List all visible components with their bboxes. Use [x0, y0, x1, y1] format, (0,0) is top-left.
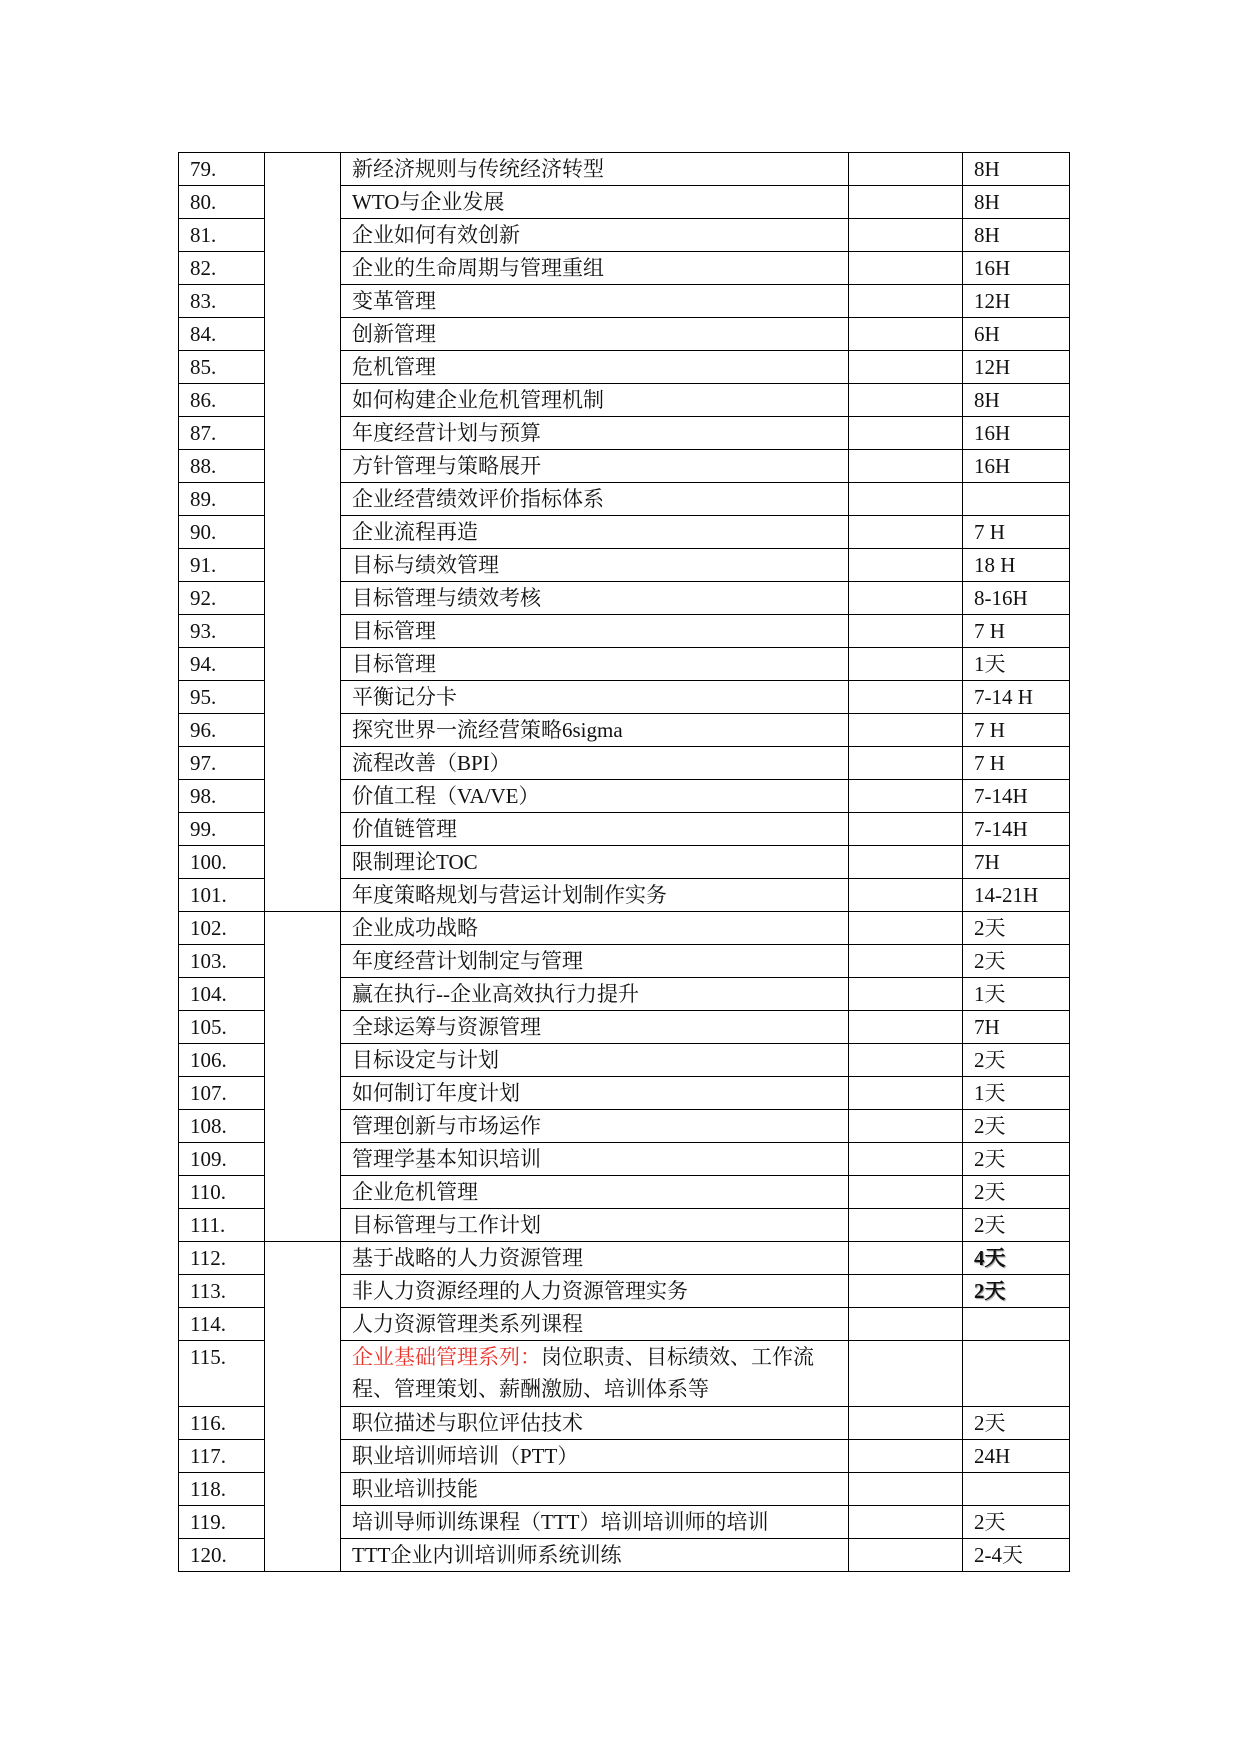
blank-cell: [849, 978, 963, 1011]
row-number: 110.: [179, 1176, 265, 1209]
row-number: 107.: [179, 1077, 265, 1110]
row-number: 87.: [179, 417, 265, 450]
row-number: 101.: [179, 879, 265, 912]
row-number: 95.: [179, 681, 265, 714]
row-number: 111.: [179, 1209, 265, 1242]
blank-cell: [849, 780, 963, 813]
course-title: 年度经营计划制定与管理: [341, 945, 849, 978]
row-number: 106.: [179, 1044, 265, 1077]
course-duration: 2天: [963, 912, 1070, 945]
course-title: 限制理论TOC: [341, 846, 849, 879]
course-duration: 7 H: [963, 516, 1070, 549]
course-title: 新经济规则与传统经济转型: [341, 153, 849, 186]
blank-cell: [849, 351, 963, 384]
row-number: 79.: [179, 153, 265, 186]
course-title: 企业流程再造: [341, 516, 849, 549]
row-number: 113.: [179, 1275, 265, 1308]
course-duration: 4天: [963, 1242, 1070, 1275]
category-cell: [265, 153, 341, 912]
row-number: 85.: [179, 351, 265, 384]
course-duration: 7 H: [963, 615, 1070, 648]
category-cell: [265, 912, 341, 1242]
course-title: 企业危机管理: [341, 1176, 849, 1209]
blank-cell: [849, 615, 963, 648]
course-duration: 7H: [963, 846, 1070, 879]
blank-cell: [849, 879, 963, 912]
course-duration: 18 H: [963, 549, 1070, 582]
row-number: 93.: [179, 615, 265, 648]
course-table: [178, 152, 1070, 1572]
row-number: 91.: [179, 549, 265, 582]
row-number: 89.: [179, 483, 265, 516]
course-duration: [963, 1308, 1070, 1341]
course-title: 平衡记分卡: [341, 681, 849, 714]
row-number: 81.: [179, 219, 265, 252]
blank-cell: [849, 912, 963, 945]
course-duration: 24H: [963, 1440, 1070, 1473]
course-title: 企业经营绩效评价指标体系: [341, 483, 849, 516]
course-title: 目标管理: [341, 615, 849, 648]
row-number: 115.: [179, 1341, 265, 1407]
course-duration: 2天: [963, 1506, 1070, 1539]
blank-cell: [849, 1407, 963, 1440]
row-number: 105.: [179, 1011, 265, 1044]
blank-cell: [849, 252, 963, 285]
blank-cell: [849, 186, 963, 219]
course-title: 目标设定与计划: [341, 1044, 849, 1077]
course-title: 基于战略的人力资源管理: [341, 1242, 849, 1275]
course-title: 方针管理与策略展开: [341, 450, 849, 483]
row-number: 86.: [179, 384, 265, 417]
blank-cell: [849, 1473, 963, 1506]
row-number: 82.: [179, 252, 265, 285]
blank-cell: [849, 153, 963, 186]
blank-cell: [849, 1440, 963, 1473]
row-number: 114.: [179, 1308, 265, 1341]
course-title: 职业培训技能: [341, 1473, 849, 1506]
course-duration: 1天: [963, 978, 1070, 1011]
row-number: 120.: [179, 1539, 265, 1572]
course-duration: 7 H: [963, 747, 1070, 780]
course-title: 职业培训师培训（PTT）: [341, 1440, 849, 1473]
course-duration: 8H: [963, 384, 1070, 417]
course-title: 如何构建企业危机管理机制: [341, 384, 849, 417]
course-title: 如何制订年度计划: [341, 1077, 849, 1110]
course-duration: 2天: [963, 1143, 1070, 1176]
course-title: 赢在执行--企业高效执行力提升: [341, 978, 849, 1011]
course-duration: 6H: [963, 318, 1070, 351]
course-duration: 8-16H: [963, 582, 1070, 615]
course-duration: 8H: [963, 186, 1070, 219]
row-number: 92.: [179, 582, 265, 615]
course-duration: 16H: [963, 450, 1070, 483]
row-number: 112.: [179, 1242, 265, 1275]
blank-cell: [849, 1011, 963, 1044]
course-title: 年度策略规划与营运计划制作实务: [341, 879, 849, 912]
course-duration: 2天: [963, 1407, 1070, 1440]
course-duration: 2天: [963, 945, 1070, 978]
blank-cell: [849, 1110, 963, 1143]
blank-cell: [849, 1077, 963, 1110]
blank-cell: [849, 1176, 963, 1209]
course-duration: 12H: [963, 351, 1070, 384]
course-duration: 7-14H: [963, 780, 1070, 813]
course-title: 培训导师训练课程（TTT）培训培训师的培训: [341, 1506, 849, 1539]
row-number: 100.: [179, 846, 265, 879]
course-duration: 2天: [963, 1044, 1070, 1077]
row-number: 83.: [179, 285, 265, 318]
row-number: 119.: [179, 1506, 265, 1539]
course-title: 流程改善（BPI）: [341, 747, 849, 780]
row-number: 88.: [179, 450, 265, 483]
row-number: 80.: [179, 186, 265, 219]
blank-cell: [849, 648, 963, 681]
course-duration: 1天: [963, 1077, 1070, 1110]
blank-cell: [849, 549, 963, 582]
row-number: 118.: [179, 1473, 265, 1506]
table-row: [179, 1242, 1070, 1275]
blank-cell: [849, 384, 963, 417]
course-title: 管理学基本知识培训: [341, 1143, 849, 1176]
blank-cell: [849, 516, 963, 549]
course-title: 企业的生命周期与管理重组: [341, 252, 849, 285]
blank-cell: [849, 1209, 963, 1242]
blank-cell: [849, 846, 963, 879]
blank-cell: [849, 1242, 963, 1275]
course-title: 创新管理: [341, 318, 849, 351]
blank-cell: [849, 1341, 963, 1407]
course-title: 价值工程（VA/VE）: [341, 780, 849, 813]
course-title: 人力资源管理类系列课程: [341, 1308, 849, 1341]
course-duration: 7-14H: [963, 813, 1070, 846]
row-number: 90.: [179, 516, 265, 549]
course-title: 探究世界一流经营策略6sigma: [341, 714, 849, 747]
course-title: 变革管理: [341, 285, 849, 318]
row-number: 117.: [179, 1440, 265, 1473]
course-title: 目标与绩效管理: [341, 549, 849, 582]
blank-cell: [849, 285, 963, 318]
blank-cell: [849, 714, 963, 747]
course-duration: 12H: [963, 285, 1070, 318]
row-number: 102.: [179, 912, 265, 945]
course-duration: [963, 1341, 1070, 1407]
course-title: 目标管理: [341, 648, 849, 681]
course-title: 目标管理与工作计划: [341, 1209, 849, 1242]
row-number: 84.: [179, 318, 265, 351]
blank-cell: [849, 747, 963, 780]
blank-cell: [849, 1308, 963, 1341]
row-number: 103.: [179, 945, 265, 978]
row-number: 99.: [179, 813, 265, 846]
row-number: 98.: [179, 780, 265, 813]
row-number: 94.: [179, 648, 265, 681]
course-title: 价值链管理: [341, 813, 849, 846]
blank-cell: [849, 417, 963, 450]
blank-cell: [849, 813, 963, 846]
blank-cell: [849, 1539, 963, 1572]
course-duration: 2天: [963, 1275, 1070, 1308]
course-duration: 2天: [963, 1110, 1070, 1143]
course-title: 危机管理: [341, 351, 849, 384]
course-duration: 2-4天: [963, 1539, 1070, 1572]
course-title: 年度经营计划与预算: [341, 417, 849, 450]
row-number: 96.: [179, 714, 265, 747]
course-duration: 8H: [963, 153, 1070, 186]
course-title: TTT企业内训培训师系统训练: [341, 1539, 849, 1572]
course-duration: 16H: [963, 252, 1070, 285]
course-duration: 8H: [963, 219, 1070, 252]
course-title: 非人力资源经理的人力资源管理实务: [341, 1275, 849, 1308]
course-title: WTO与企业发展: [341, 186, 849, 219]
blank-cell: [849, 1506, 963, 1539]
course-duration: [963, 483, 1070, 516]
series-highlight-label: 企业基础管理系列：: [352, 1345, 541, 1369]
row-number: 97.: [179, 747, 265, 780]
row-number: 108.: [179, 1110, 265, 1143]
blank-cell: [849, 945, 963, 978]
row-number: 104.: [179, 978, 265, 1011]
course-duration: 1天: [963, 648, 1070, 681]
course-title: 企业成功战略: [341, 912, 849, 945]
blank-cell: [849, 318, 963, 351]
blank-cell: [849, 681, 963, 714]
blank-cell: [849, 219, 963, 252]
row-number: 116.: [179, 1407, 265, 1440]
course-title: [341, 1341, 849, 1407]
blank-cell: [849, 450, 963, 483]
blank-cell: [849, 1275, 963, 1308]
course-duration: 7-14 H: [963, 681, 1070, 714]
table-row: [179, 912, 1070, 945]
course-duration: 7 H: [963, 714, 1070, 747]
course-title: 职位描述与职位评估技术: [341, 1407, 849, 1440]
course-title: 企业如何有效创新: [341, 219, 849, 252]
course-duration: 14-21H: [963, 879, 1070, 912]
course-duration: 2天: [963, 1209, 1070, 1242]
blank-cell: [849, 1143, 963, 1176]
course-title: 管理创新与市场运作: [341, 1110, 849, 1143]
course-title: 全球运筹与资源管理: [341, 1011, 849, 1044]
course-duration: 16H: [963, 417, 1070, 450]
row-number: 109.: [179, 1143, 265, 1176]
course-duration: [963, 1473, 1070, 1506]
course-duration: 2天: [963, 1176, 1070, 1209]
blank-cell: [849, 1044, 963, 1077]
course-duration: 7H: [963, 1011, 1070, 1044]
table-row: [179, 153, 1070, 186]
course-title: 目标管理与绩效考核: [341, 582, 849, 615]
blank-cell: [849, 483, 963, 516]
category-cell: [265, 1242, 341, 1572]
series-description: 岗位职责、目标绩效、工作流程、管理策划、薪酬激励、培训体系等: [352, 1345, 814, 1401]
blank-cell: [849, 582, 963, 615]
